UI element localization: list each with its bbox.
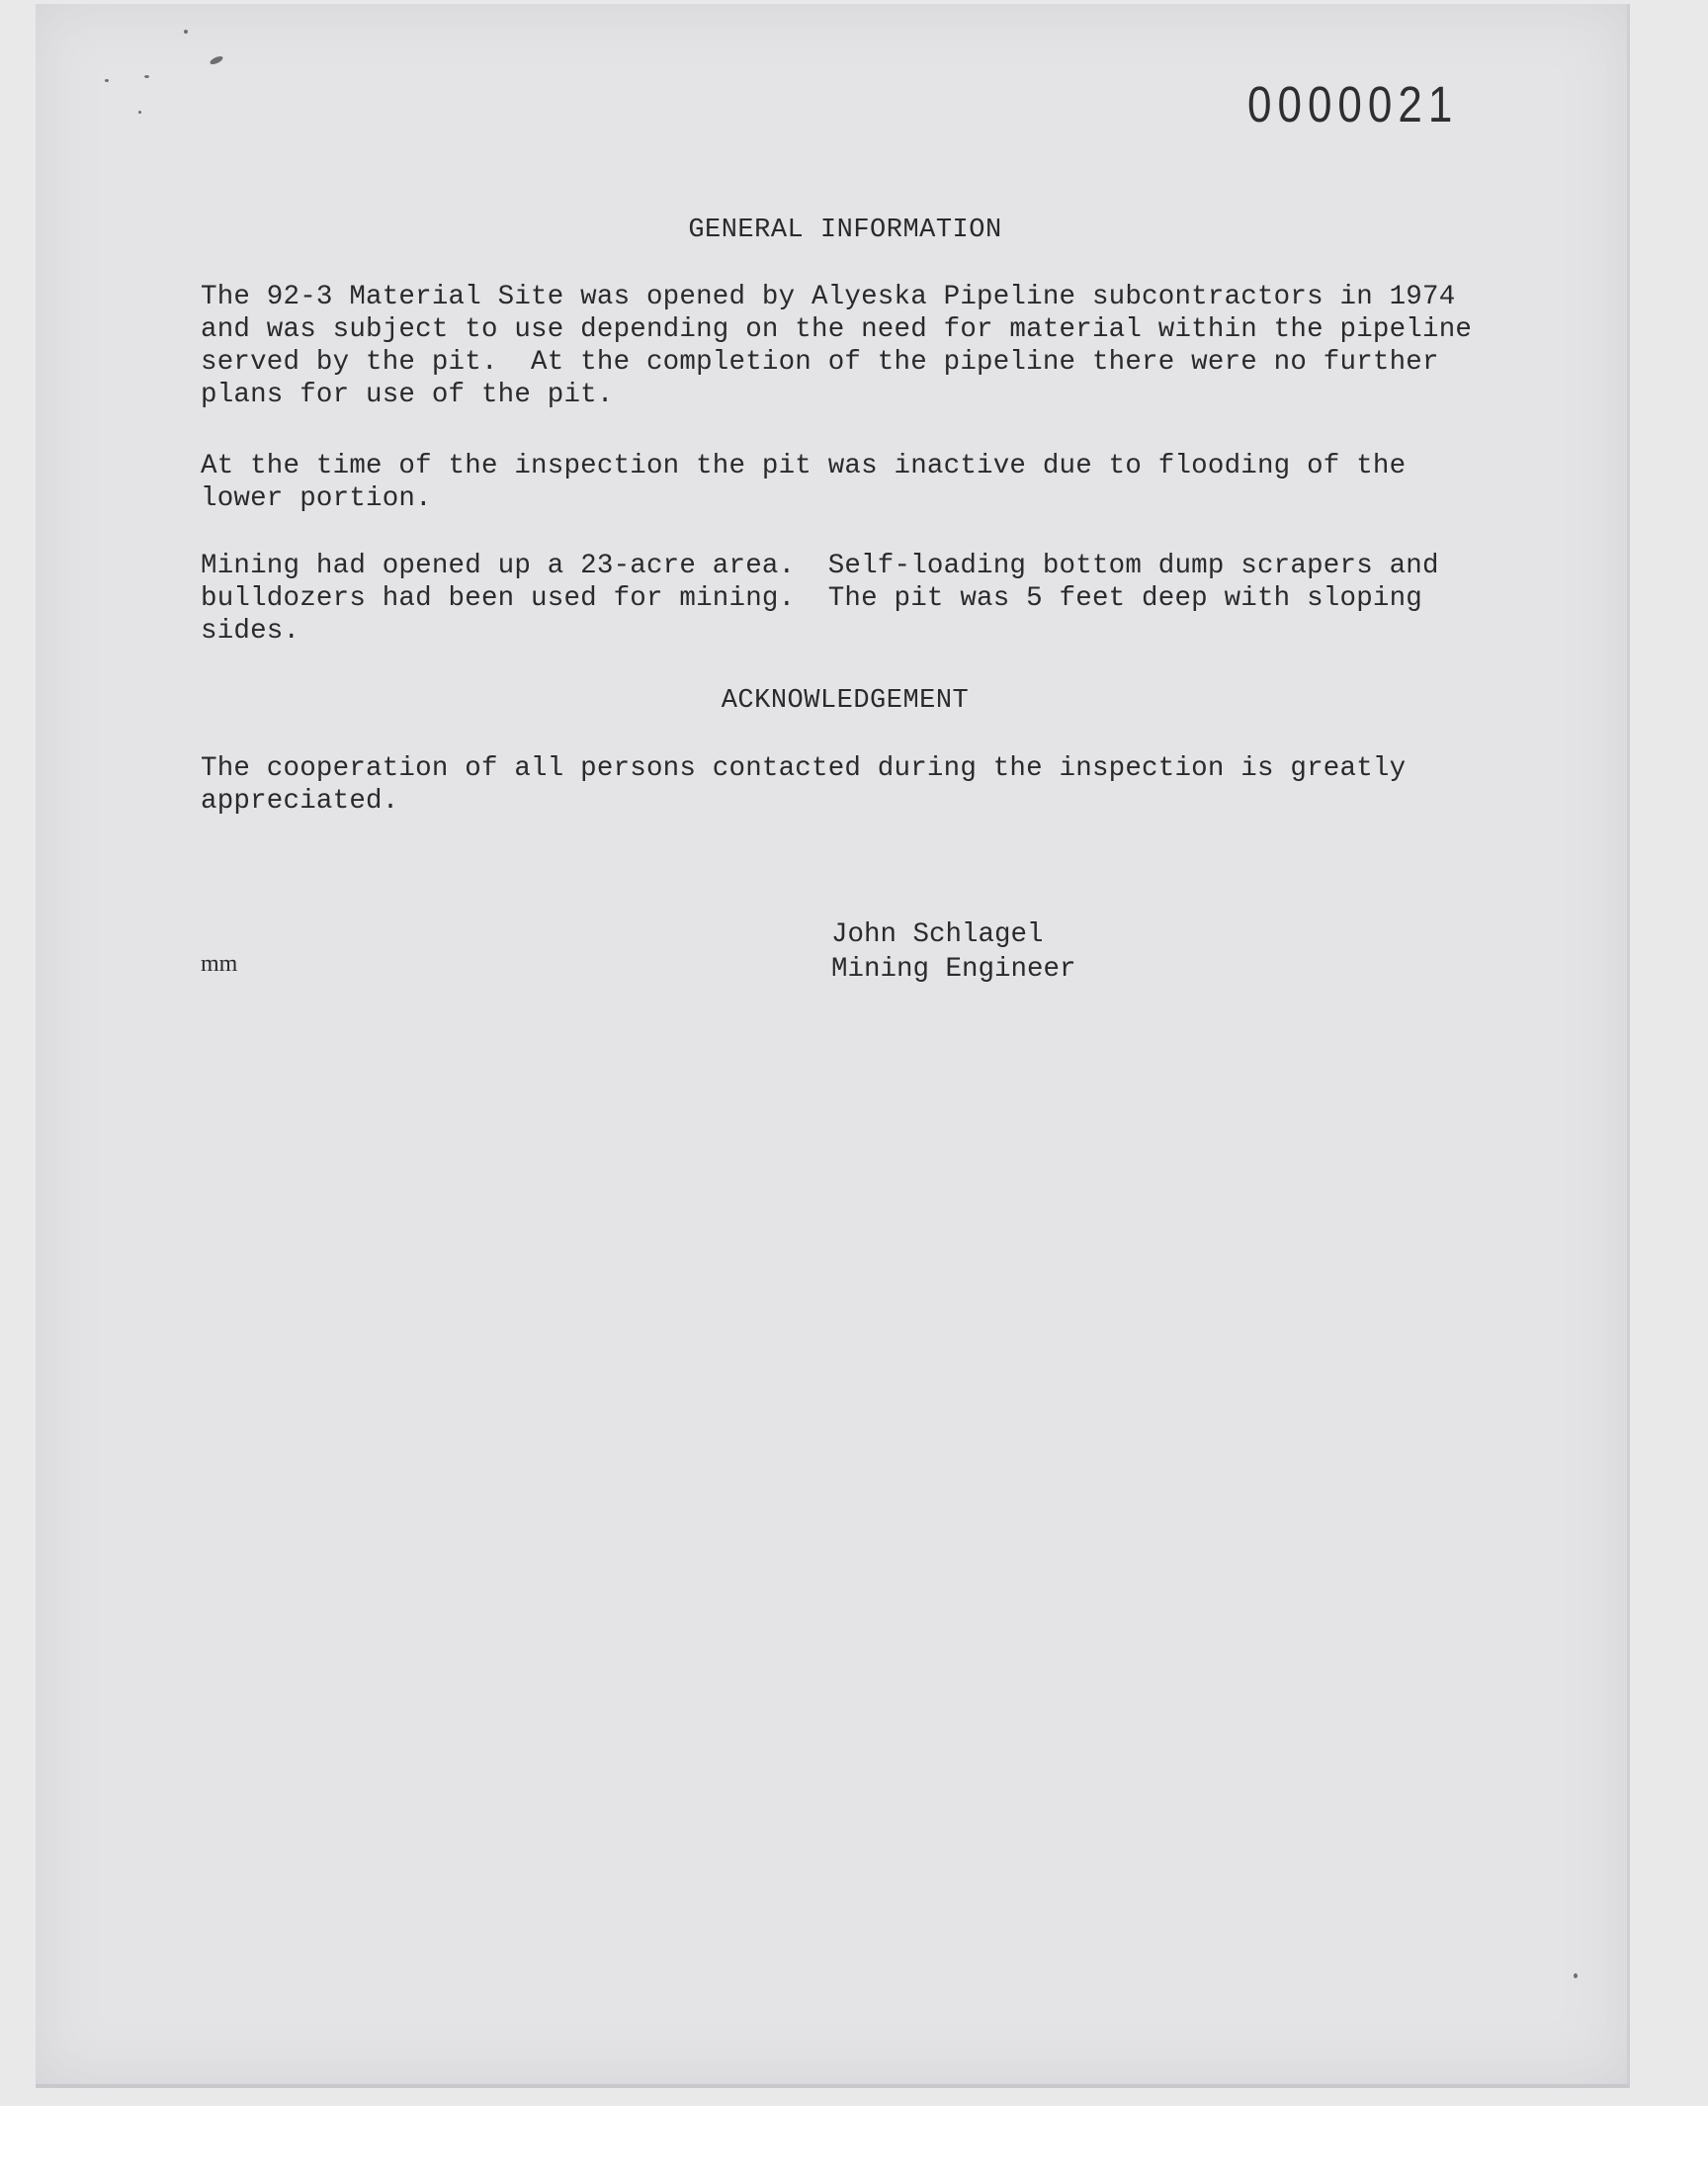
signer-title: Mining Engineer xyxy=(831,954,1076,985)
scan-speck xyxy=(209,54,223,65)
bates-number: 0000021 xyxy=(1247,77,1459,133)
general-information-heading: GENERAL INFORMATION xyxy=(688,216,1002,245)
acknowledgement-heading: ACKNOWLEDGEMENT xyxy=(721,686,970,716)
scan-speck xyxy=(105,79,109,82)
paragraph-site-history: The 92-3 Material Site was opened by Alyeska Pipeline subcontractors in 1974 and was subject to use depending on the need for material within the pipeline served by the pit. At the completion of the pipeline there were no further plans for use of the pit. xyxy=(201,282,1473,410)
typist-initials: mm xyxy=(201,951,238,977)
paragraph-acknowledgement: The cooperation of all persons contacted during the inspection is greatly appreciated. xyxy=(201,753,1407,817)
paragraph-inspection-status: At the time of the inspection the pit was inactive due to flooding of the lower portion. xyxy=(201,451,1407,514)
scan-speck xyxy=(144,75,149,78)
paragraph-mining-details: Mining had opened up a 23-acre area. Self-loading bottom dump scrapers and bulldozers had been used for mining. The pit was 5 feet deep with sloping sides. xyxy=(201,551,1439,647)
scan-speck xyxy=(138,111,141,114)
scan-speck xyxy=(1574,1973,1578,1978)
signer-name: John Schlagel xyxy=(831,919,1044,950)
scan-speck xyxy=(184,30,188,34)
